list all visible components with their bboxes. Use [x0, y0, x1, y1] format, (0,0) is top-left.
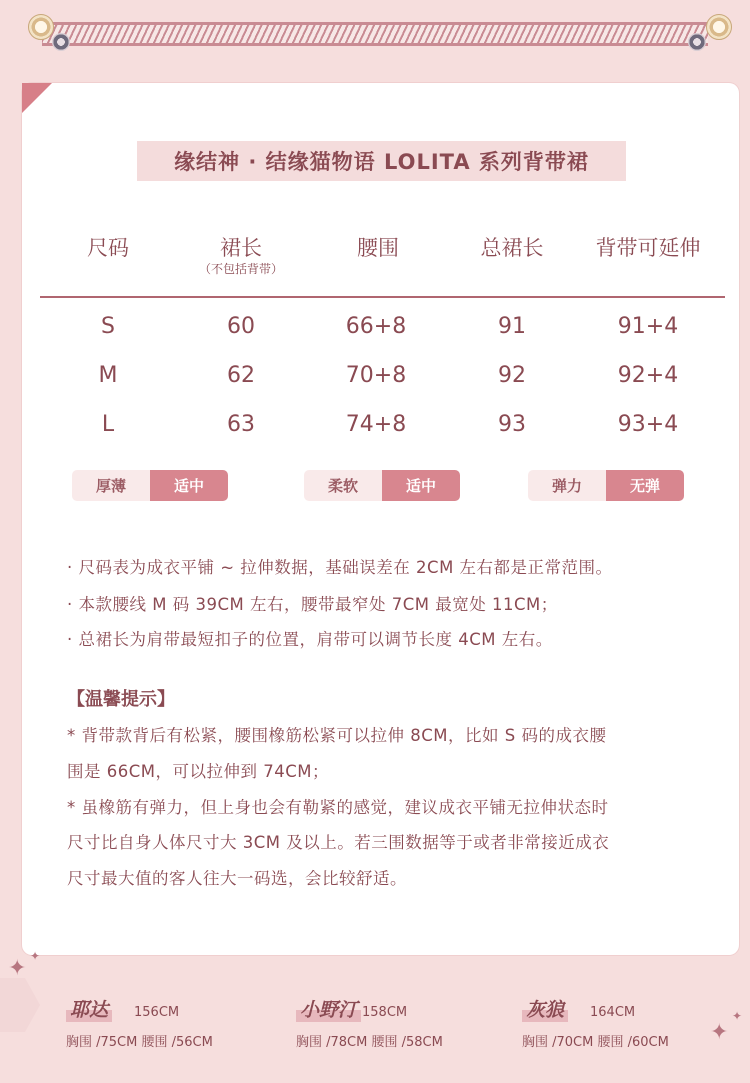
softness-pill [304, 470, 460, 501]
header-size: 尺码 [87, 236, 129, 260]
header-skirt-length: 裙长 [220, 236, 262, 260]
left-ornament-icon [28, 14, 54, 40]
table-cell: M [98, 363, 118, 388]
model-name: 耶达 [66, 995, 112, 1022]
table-cell: 63 [227, 412, 255, 437]
model-name: 小野汀 [296, 995, 361, 1022]
pill-value: 适中 [382, 470, 460, 501]
note-line: · 总裙长为肩带最短扣子的位置，肩带可以调节长度 4CM 左右。 [67, 630, 553, 649]
sparkle-icon: ✦ [8, 956, 27, 981]
tip-line: 尺寸最大值的客人往大一码选，会比较舒适。 [67, 869, 407, 888]
pill-value: 适中 [150, 470, 228, 501]
table-cell: S [101, 314, 115, 339]
table-cell: 91 [498, 314, 526, 339]
hexagon-decoration [0, 975, 40, 1035]
model-name: 灰狼 [522, 995, 568, 1022]
tip-line: 围是 66CM，可以拉伸到 74CM； [67, 762, 329, 781]
table-cell: 62 [227, 363, 255, 388]
tip-line: * 虽橡筋有弹力，但上身也会有勒紧的感觉，建议成衣平铺无拉伸状态时 [67, 798, 609, 817]
tip-line: 尺寸比自身人体尺寸大 3CM 及以上。若三围数据等于或者非常接近成衣 [67, 833, 610, 852]
model-measurements: 胸围 /78CM 腰围 /58CM [296, 1035, 443, 1050]
product-title: 缘结神 · 结缘猫物语 LOLITA 系列背带裙 [174, 150, 589, 174]
right-ornament-icon [706, 14, 732, 40]
pill-label: 柔软 [304, 470, 382, 501]
sparkle-icon: ✦ [732, 1009, 743, 1023]
table-cell: L [101, 412, 115, 437]
size-chart-card [22, 83, 739, 955]
card-corner-decoration [22, 83, 52, 113]
product-title-banner [137, 141, 626, 181]
top-ribbon-decoration [42, 22, 708, 46]
model-height: 164CM [590, 1005, 636, 1020]
sparkle-icon: ✦ [30, 949, 41, 963]
tips-heading: 【温馨提示】 [67, 689, 175, 710]
pill-label: 弹力 [528, 470, 606, 501]
thickness-pill [72, 470, 228, 501]
header-strap-extension: 背带可延伸 [595, 236, 701, 260]
flower-icon [688, 33, 706, 51]
model-height: 156CM [134, 1005, 180, 1020]
table-cell: 93+4 [617, 412, 679, 437]
flower-icon [52, 33, 70, 51]
model-height: 158CM [362, 1005, 408, 1020]
table-cell: 60 [227, 314, 255, 339]
header-total-length: 总裙长 [480, 236, 544, 260]
elasticity-pill [528, 470, 684, 501]
table-cell: 91+4 [617, 314, 679, 339]
table-cell: 93 [498, 412, 526, 437]
table-cell: 66+8 [345, 314, 407, 339]
header-waist: 腰围 [357, 236, 399, 260]
tip-line: * 背带款背后有松紧，腰围橡筋松紧可以拉伸 8CM，比如 S 码的成衣腰 [67, 726, 607, 745]
table-cell: 92 [498, 363, 526, 388]
note-line: · 尺码表为成衣平铺 ~ 拉伸数据，基础误差在 2CM 左右都是正常范围。 [67, 558, 613, 577]
table-divider [40, 296, 725, 298]
pill-value: 无弹 [606, 470, 684, 501]
model-measurements: 胸围 /75CM 腰围 /56CM [66, 1035, 213, 1050]
sparkle-icon: ✦ [710, 1020, 729, 1045]
pill-label: 厚薄 [72, 470, 150, 501]
note-line: · 本款腰线 M 码 39CM 左右，腰带最窄处 7CM 最宽处 11CM； [67, 595, 558, 614]
header-skirt-length-note: （不包括背带） [198, 262, 283, 276]
table-cell: 92+4 [617, 363, 679, 388]
table-cell: 74+8 [345, 412, 407, 437]
table-cell: 70+8 [345, 363, 407, 388]
model-measurements: 胸围 /70CM 腰围 /60CM [522, 1035, 669, 1050]
